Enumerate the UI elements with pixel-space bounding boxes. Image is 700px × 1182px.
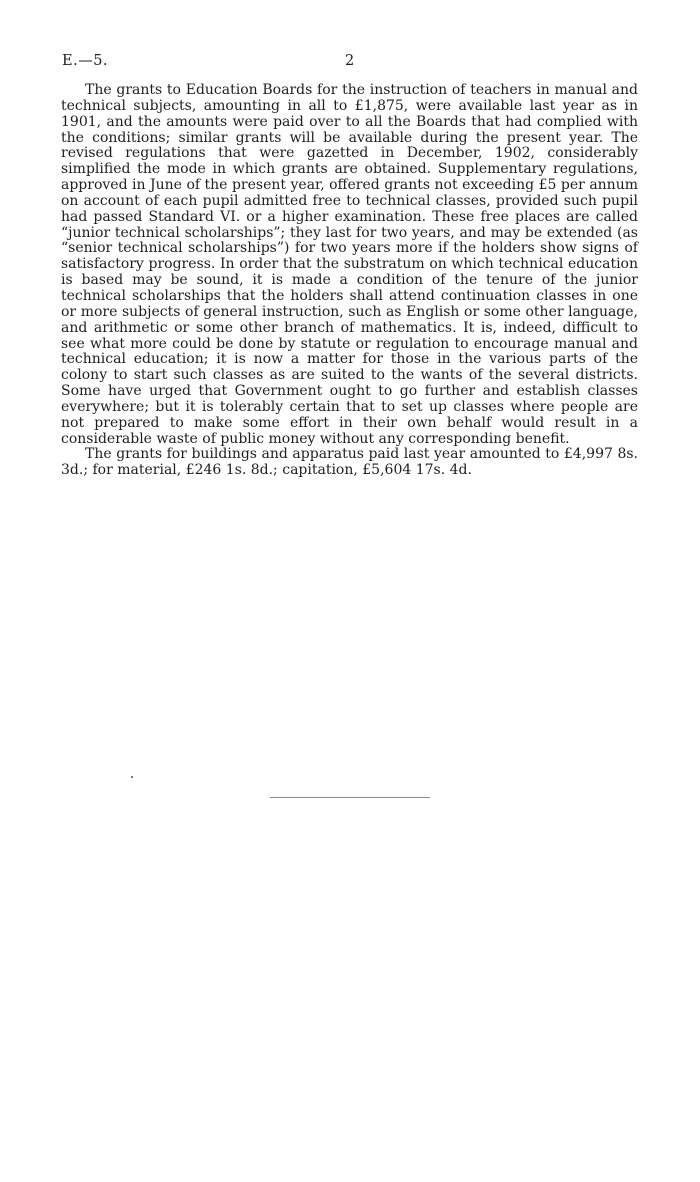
page-header	[62, 53, 638, 73]
printing-speck	[131, 776, 133, 778]
paragraph-manual-technical-grants: The grants to Education Boards for the instruction of teachers in manual and technical subjects, amounting in all to £1,875, were available last year as in 1901, and the amounts were paid over to all the Boards that had complied with the conditions; similar grants will be available during the present year. The revised regulations that were gazetted in December, 1902, considerably simplified the mode in which grants are obtained. Supplementary regulations, approved in June of the present year, offered grants not exceeding £5 per annum on account of each pupil admitted free to technical classes, provided such pupil had passed Standard VI. or a higher examination. These free places are called “junior technical scholarships”; they last for two years, and may be extended (as “senior technical scholarships”) for two years more if the holders show signs of satisfactory progress. In order that the substratum on which technical education is based may be sound, it is made a condition of the tenure of the junior technical scholarships that the holders shall attend continuation classes in one or more subjects of general instruction, such as English or some other language, and arithmetic or some other branch of mathematics. It is, indeed, difficult to see what more could be done by statute or regulation to encourage manual and technical education; it is now a matter for those in the various parts of the colony to start such classes as are suited to the wants of the several districts. Some have urged that Government ought to go further and establish classes everywhere; but it is tolerably certain that to set up classes where people are not prepared to make some effort in their own behalf would result in a considerable waste of public money without any corresponding benefit.	[61, 82, 638, 447]
paragraph-buildings-apparatus-grants: The grants for buildings and apparatus paid last year amounted to £4,997 8s. 3d.; for material, £246 1s. 8d.; capitation, £5,604 17s. 4d.	[61, 446, 638, 479]
page-number: 2	[345, 53, 355, 69]
section-divider-rule	[270, 797, 430, 798]
document-reference: E.—5.	[62, 53, 109, 69]
body-text	[61, 83, 638, 479]
